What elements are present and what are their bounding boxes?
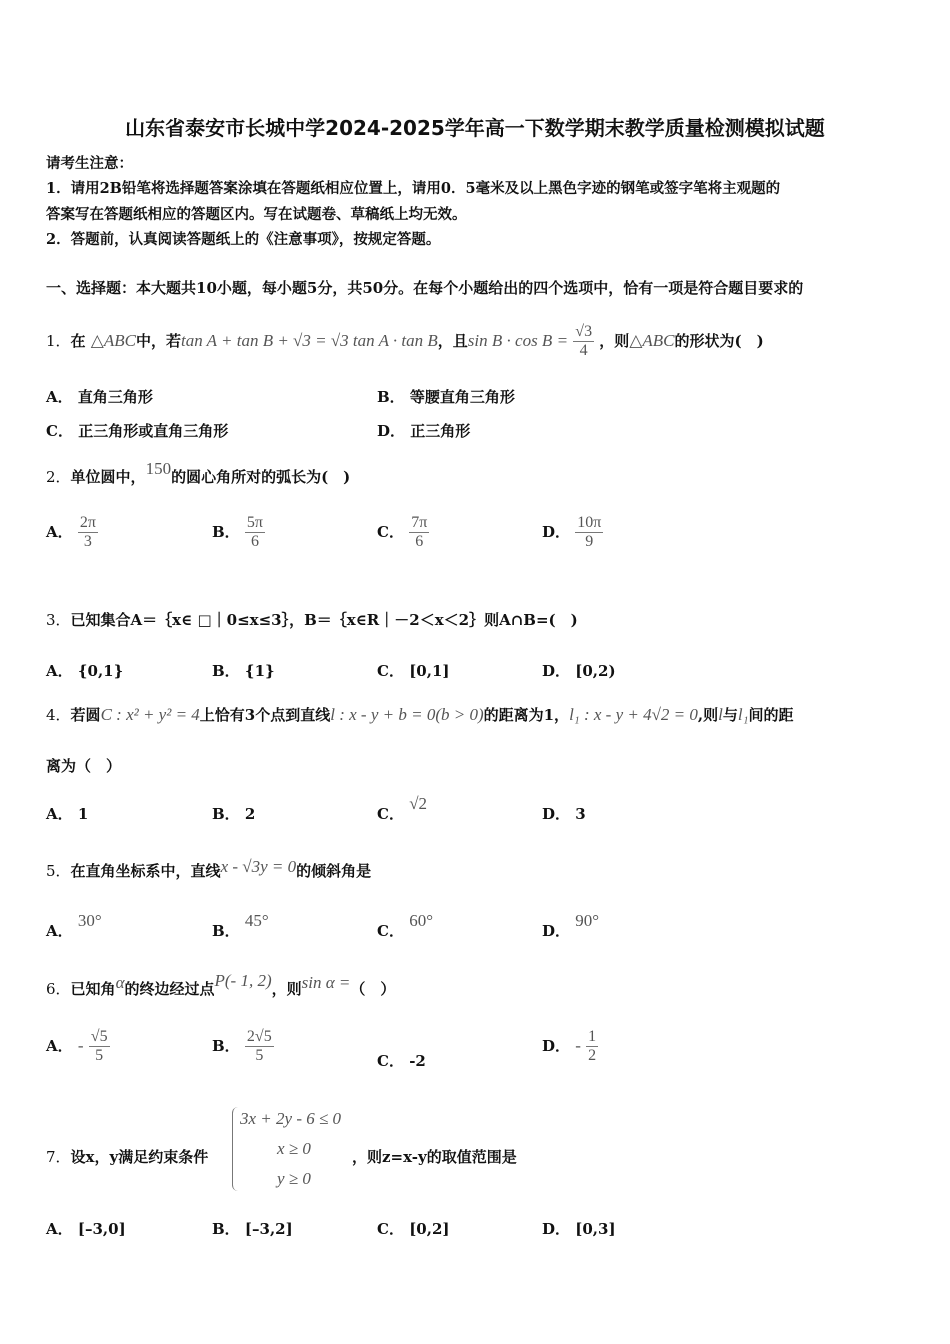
q5-option-b: B． 45° bbox=[212, 911, 269, 940]
q7-option-c: C． [0,2] bbox=[377, 1220, 450, 1238]
q3-option-b: B． {1} bbox=[212, 662, 275, 680]
q2-option-a: A． $\frac{2\pi}{3}$ bbox=[46, 514, 96, 551]
question-3: 3．已知集合A＝｛x∈ □｜0≤x≤3｝，B＝｛x∈R｜－2＜x＜2｝则A∩B=( ) bbox=[46, 611, 578, 629]
page-title: 山东省泰安市长城中学2024-2025学年高一下数学期末教学质量检测模拟试题 bbox=[125, 116, 825, 140]
question-7-stem: 7．设x，y满足约束条件 bbox=[46, 1148, 209, 1166]
q4-option-a: A． 1 bbox=[46, 805, 89, 823]
section-heading: 一、选择题：本大题共10小题，每小题5分，共50分。在每个小题给出的四个选项中，恰有一项是符合题目要求的 bbox=[46, 279, 804, 297]
q3-option-a: A． {0,1} bbox=[46, 662, 124, 680]
constraint-3: y ≥ 0 bbox=[277, 1169, 311, 1188]
q4-option-c: C． √2 bbox=[377, 794, 428, 823]
q5-option-d: D． 90° bbox=[542, 911, 600, 940]
question-5: 5．在直角坐标系中，直线x - √3y = 0的倾斜角是 bbox=[46, 857, 372, 880]
notes-line-3: 2．答题前，认真阅读答题纸上的《注意事项》，按规定答题。 bbox=[46, 231, 441, 248]
notes-heading: 请考生注意： bbox=[46, 155, 133, 172]
q1-option-d: D． 正三角形 bbox=[377, 422, 471, 440]
q7-option-a: A． [–3,0] bbox=[46, 1220, 126, 1238]
q3-option-c: C． [0,1] bbox=[377, 662, 450, 680]
q6-option-c: C． -2 bbox=[377, 1052, 426, 1070]
q5-option-a: A． 30° bbox=[46, 911, 102, 940]
notes-line-1: 1．请用2B铅笔将选择题答案涂填在答题纸相应位置上，请用0．5毫米及以上黑色字迹的钢笔或签字笔将主观题的 bbox=[46, 180, 781, 197]
q2-option-b: B． $\frac{5\pi}{6}$ bbox=[212, 514, 263, 551]
question-6: 6．已知角α的终边经过点P(- 1, 2)，则sin α =（ ） bbox=[46, 971, 396, 998]
constraint-2: x ≥ 0 bbox=[277, 1139, 311, 1158]
q1-option-b: B． 等腰直角三角形 bbox=[377, 388, 515, 406]
q3-option-d: D． [0,2) bbox=[542, 662, 616, 680]
question-7-tail: ，则z=x-y的取值范围是 bbox=[352, 1148, 517, 1166]
q5-option-c: C． 60° bbox=[377, 911, 433, 940]
question-4-cont: 离为（ ） bbox=[46, 757, 122, 775]
q1-option-a: A． 直角三角形 bbox=[46, 388, 153, 406]
q7-option-d: D． [0,3] bbox=[542, 1220, 616, 1238]
q7-option-b: B． [–3,2] bbox=[212, 1220, 293, 1238]
q4-option-b: B． 2 bbox=[212, 805, 256, 823]
q2-option-d: D． $\frac{10\pi}{9}$ bbox=[542, 514, 602, 551]
q1-option-c: C． 正三角形或直角三角形 bbox=[46, 422, 229, 440]
q4-option-d: D． 3 bbox=[542, 805, 586, 823]
question-4: 4．若圆C : x² + y² = 4上恰有3个点到直线l : x - y + b = 0(b > 0)的距离为1，l₁ : x - y + 4√2 = 0,则l与l₁间的距 bbox=[46, 705, 794, 724]
q6-option-a: A． - $\frac{√5}{5}$ bbox=[46, 1028, 108, 1065]
constraint-1: 3x + 2y - 6 ≤ 0 bbox=[240, 1109, 342, 1128]
q6-option-b: B． $\frac{2√5}{5}$ bbox=[212, 1028, 272, 1065]
q6-option-d: D． - $\frac{1}{2}$ bbox=[542, 1028, 597, 1065]
question-2: 2．单位圆中，150的圆心角所对的弧长为( ) bbox=[46, 459, 351, 486]
notes-line-2: 答案写在答题纸相应的答题区内。写在试题卷、草稿纸上均无效。 bbox=[46, 206, 467, 223]
q2-option-c: C． $\frac{7\pi}{6}$ bbox=[377, 514, 428, 551]
question-1: 1．在 △ABC中，若tan A + tan B + √3 = √3 tan A · tan B，且sin B · cos B = $\frac{√3}{4}$ ，则△ABC的形状为( ) bbox=[46, 323, 764, 360]
